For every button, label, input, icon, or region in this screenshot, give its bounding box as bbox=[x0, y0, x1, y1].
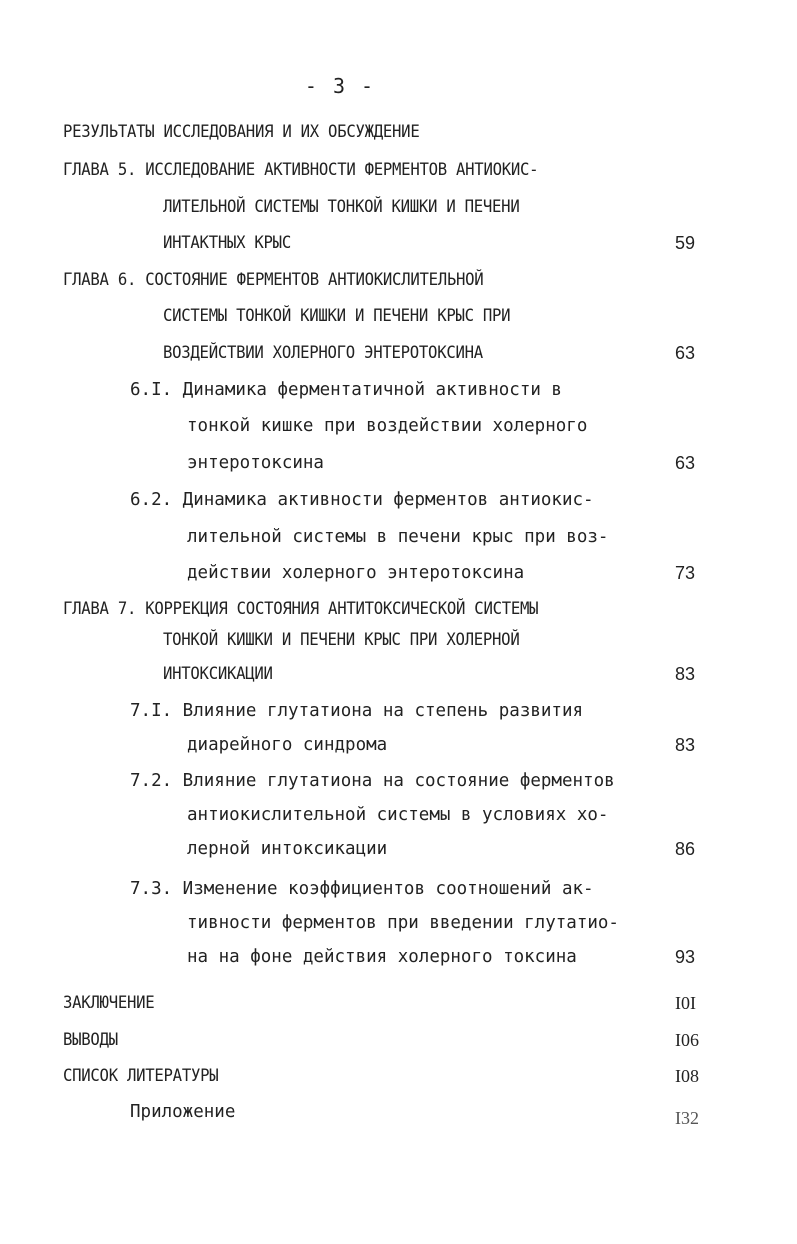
section-heading: РЕЗУЛЬТАТЫ ИССЛЕДОВАНИЯ И ИХ ОБСУЖДЕНИЕ bbox=[63, 122, 420, 142]
sec6-1-line3: энтеротоксина bbox=[187, 453, 324, 473]
page-number: - 3 - bbox=[304, 74, 376, 98]
chapter7-line1: ГЛАВА 7. КОРРЕКЦИЯ СОСТОЯНИЯ АНТИТОКСИЧЕСКОЙ СИСТЕМЫ bbox=[63, 599, 539, 619]
findings-label: ВЫВОДЫ bbox=[63, 1030, 118, 1050]
findings-page: I06 bbox=[675, 1030, 699, 1050]
sec7-1-page: 83 bbox=[675, 735, 696, 755]
chapter6-line2: СИСТЕМЫ ТОНКОЙ КИШКИ И ПЕЧЕНИ КРЫС ПРИ bbox=[163, 306, 511, 326]
sec6-2-line2: лительной системы в печени крыс при воз- bbox=[187, 527, 609, 547]
conclusion-label: ЗАКЛЮЧЕНИЕ bbox=[63, 993, 155, 1013]
sec6-2-line1: 6.2. Динамика активности ферментов антиокис- bbox=[130, 490, 594, 510]
chapter7-page: 83 bbox=[675, 664, 696, 684]
sec7-2-line1: 7.2. Влияние глутатиона на состояние ферментов bbox=[130, 771, 615, 791]
sec7-1-line2: диарейного синдрома bbox=[187, 735, 388, 755]
chapter6-line3: ВОЗДЕЙСТВИИ ХОЛЕРНОГО ЭНТЕРОТОКСИНА bbox=[163, 343, 483, 363]
chapter5-line3: ИНТАКТНЫХ КРЫС bbox=[163, 233, 291, 253]
sec7-2-page: 86 bbox=[675, 839, 696, 859]
chapter6-page: 63 bbox=[675, 343, 696, 363]
sec7-3-line3: на на фоне действия холерного токсина bbox=[187, 947, 577, 967]
sec7-3-line2: тивности ферментов при введении глутатио- bbox=[187, 913, 619, 933]
sec7-2-line3: лерной интоксикации bbox=[187, 839, 388, 859]
sec7-2-line2: антиокислительной системы в условиях хо- bbox=[187, 805, 609, 825]
conclusion-page: I0I bbox=[675, 993, 696, 1013]
references-page: I08 bbox=[675, 1066, 699, 1086]
references-label: СПИСОК ЛИТЕРАТУРЫ bbox=[63, 1066, 219, 1086]
sec7-3-page: 93 bbox=[675, 947, 696, 967]
chapter5-line1: ГЛАВА 5. ИССЛЕДОВАНИЕ АКТИВНОСТИ ФЕРМЕНТОВ АНТИОКИС- bbox=[63, 160, 539, 180]
sec7-1-line1: 7.I. Влияние глутатиона на степень развития bbox=[130, 701, 584, 721]
sec7-3-line1: 7.3. Изменение коэффициентов соотношений ак- bbox=[130, 879, 594, 899]
sec6-1-line1: 6.I. Динамика ферментатичной активности в bbox=[130, 380, 562, 400]
sec6-1-page: 63 bbox=[675, 453, 696, 473]
chapter5-page: 59 bbox=[675, 233, 696, 253]
sec6-2-line3: действии холерного энтеротоксина bbox=[187, 563, 525, 583]
chapter7-line2: ТОНКОЙ КИШКИ И ПЕЧЕНИ КРЫС ПРИ ХОЛЕРНОЙ bbox=[163, 630, 520, 650]
chapter7-line3: ИНТОКСИКАЦИИ bbox=[163, 664, 273, 684]
appendix-label: Приложение bbox=[130, 1102, 236, 1122]
chapter6-line1: ГЛАВА 6. СОСТОЯНИЕ ФЕРМЕНТОВ АНТИОКИСЛИТЕЛЬНОЙ bbox=[63, 270, 484, 290]
sec6-1-line2: тонкой кишке при воздействии холерного bbox=[187, 416, 588, 436]
chapter5-line2: ЛИТЕЛЬНОЙ СИСТЕМЫ ТОНКОЙ КИШКИ И ПЕЧЕНИ bbox=[163, 197, 520, 217]
appendix-page: I32 bbox=[675, 1108, 699, 1128]
sec6-2-page: 73 bbox=[675, 563, 696, 583]
